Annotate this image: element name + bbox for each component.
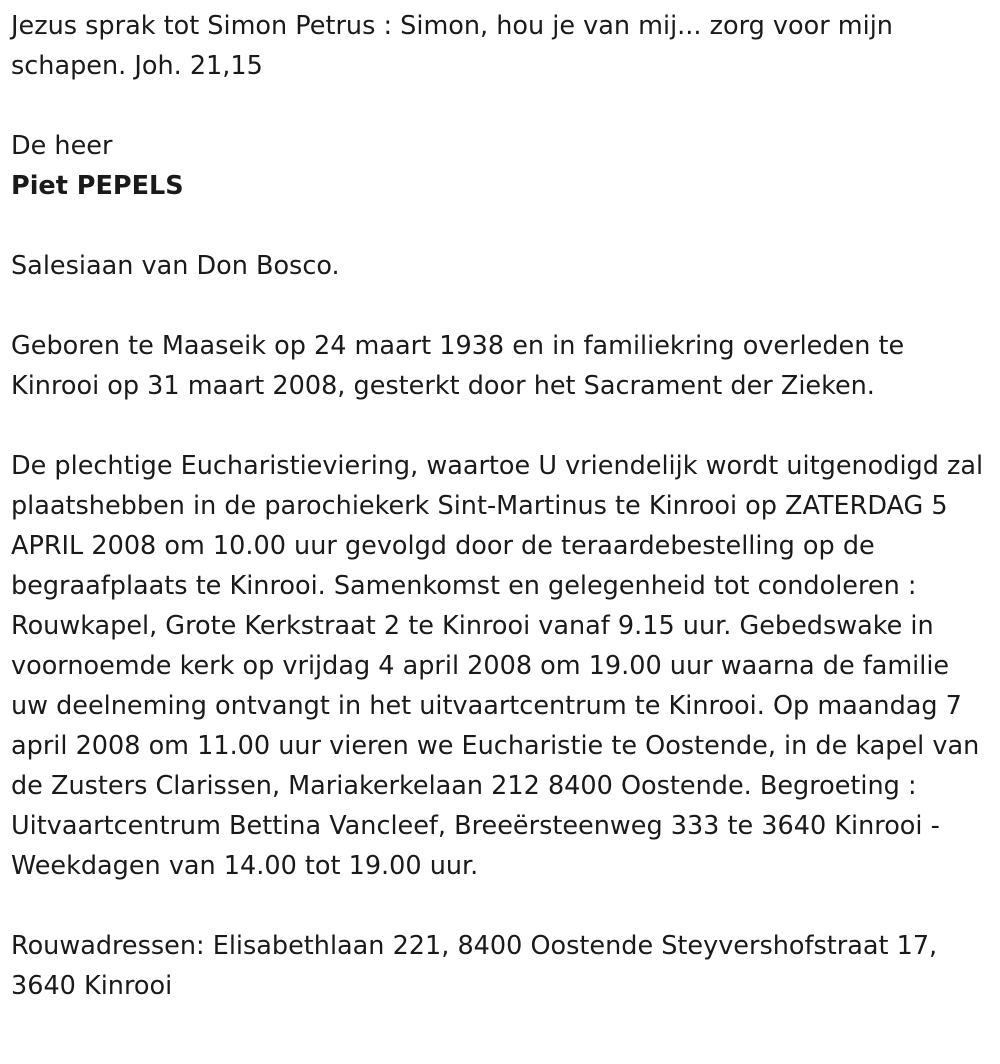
ceremony-details: De plechtige Eucharistieviering, waartoe U vriendelijk wordt uitgenodigd zal plaatshebben in de parochiekerk Sint-Martinus te Kinrooi op ZATERDAG 5 APRIL 2008 om 10.00 uur gevolgd door de teraardebestelling op de begraafplaats te Kinrooi. Samenkomst en gelegenheid tot condoleren : Rouwkapel, Grote Kerkstraat 2 te Kinrooi vanaf 9.15 uur. Gebedswake in voornoemde kerk op vrijdag 4 april 2008 om 19.00 uur waarna de familie uw deelneming ontvangt in het uitvaartcentrum te Kinrooi. Op maandag 7 april 2008 om 11.00 uur vieren we Eucharistie te Oostende, in de kapel van de Zusters Clarissen, Mariakerkelaan 212 8400 Oostende. Begroeting : Uitvaartcentrum Bettina Vancleef, Breeërsteenweg 333 te 3640 Kinrooi - Weekdagen van 14.00 tot 19.00 uur. — [11, 451, 984, 881]
salutation: De heer — [11, 131, 113, 161]
bible-quote: Jezus sprak tot Simon Petrus : Simon, hou je van mij... zorg voor mijn schapen. Joh. 21,15 — [11, 11, 893, 81]
deceased-name: Piet PEPELS — [11, 171, 184, 201]
birth-death-info: Geboren te Maaseik op 24 maart 1938 en in familiekring overleden te Kinrooi op 31 maart 2008, gesterkt door het Sacrament der Zieken. — [11, 331, 905, 401]
mourning-addresses: Rouwadressen: Elisabethlaan 221, 8400 Oostende Steyvershofstraat 17, 3640 Kinrooi — [11, 931, 938, 1001]
religious-order: Salesiaan van Don Bosco. — [11, 251, 340, 281]
